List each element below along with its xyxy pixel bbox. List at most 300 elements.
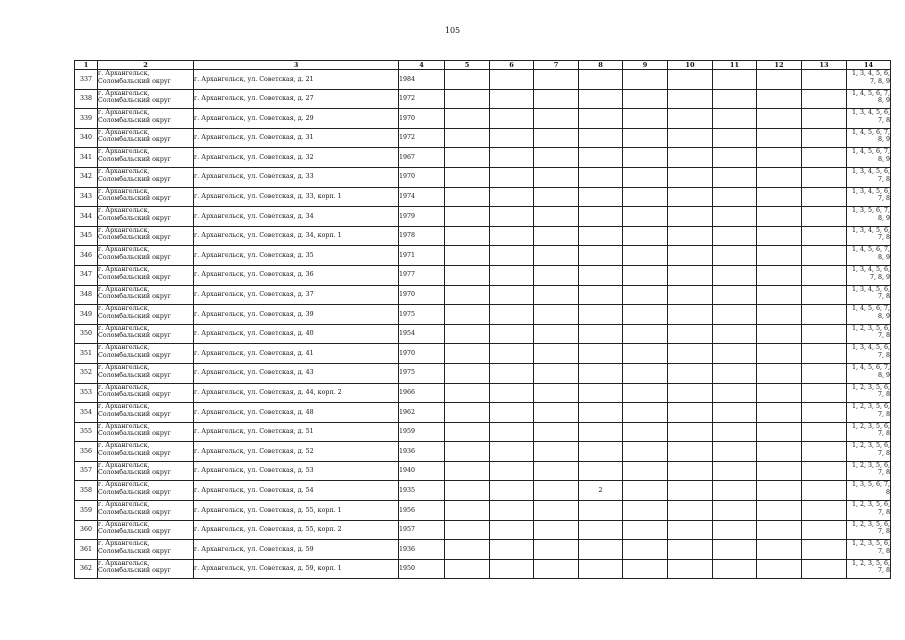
column-11-cell <box>713 324 757 344</box>
column-5-cell <box>445 363 490 383</box>
build-year-cell: 1977 <box>399 265 445 285</box>
column-7-cell <box>534 246 579 266</box>
column-6-cell <box>490 207 534 227</box>
area-city: г. Архангельск, <box>98 246 150 254</box>
area-district: Соломбальский округ <box>98 567 171 575</box>
area-district: Соломбальский округ <box>98 293 171 301</box>
area-district: Соломбальский округ <box>98 253 171 261</box>
column-9-cell <box>623 167 668 187</box>
column-9-cell <box>623 265 668 285</box>
area-district: Соломбальский округ <box>98 391 171 399</box>
column-13-cell <box>802 70 847 90</box>
row-number-cell: 362 <box>75 559 98 579</box>
table-row <box>75 89 891 109</box>
table-header <box>75 61 891 70</box>
column-13-cell <box>802 520 847 540</box>
municipal-area-cell <box>98 70 194 90</box>
municipal-area-cell <box>98 207 194 227</box>
municipal-area-cell <box>98 324 194 344</box>
column-8-cell <box>579 246 623 266</box>
work-types-line-2: 8, 9 <box>877 371 890 379</box>
column-11-cell <box>713 128 757 148</box>
column-11-cell <box>713 187 757 207</box>
area-district: Соломбальский округ <box>98 77 171 85</box>
build-year-cell: 1967 <box>399 148 445 168</box>
column-8-cell <box>579 559 623 579</box>
column-6-cell <box>490 481 534 501</box>
build-year-cell: 1962 <box>399 403 445 423</box>
column-12-cell <box>757 305 802 325</box>
work-types-line-2: 7, 8 <box>877 449 890 457</box>
work-types-cell <box>847 422 891 442</box>
work-types-line-2: 7, 8, 9 <box>869 77 890 85</box>
municipal-area-cell <box>98 363 194 383</box>
row-number-cell: 344 <box>75 207 98 227</box>
work-types-cell <box>847 461 891 481</box>
municipal-area-cell <box>98 481 194 501</box>
table-row <box>75 344 891 364</box>
table-row <box>75 207 891 227</box>
work-types-line-2: 7, 8 <box>877 430 890 438</box>
column-5-cell <box>445 109 490 129</box>
column-7-cell <box>534 324 579 344</box>
address-cell: г. Архангельск, ул. Советская, д. 41 <box>194 344 399 364</box>
work-types-line-1: 1, 2, 3, 5, 6, <box>851 461 890 469</box>
work-types-cell <box>847 344 891 364</box>
column-13-cell <box>802 109 847 129</box>
row-number-cell: 352 <box>75 363 98 383</box>
column-7-cell <box>534 207 579 227</box>
column-11-cell <box>713 246 757 266</box>
column-13-cell <box>802 265 847 285</box>
column-6-cell <box>490 540 534 560</box>
column-11-cell <box>713 501 757 521</box>
area-city: г. Архангельск, <box>98 148 150 156</box>
work-types-line-2: 7, 8 <box>877 567 890 575</box>
area-district: Соломбальский округ <box>98 273 171 281</box>
work-types-line-2: 8, 9 <box>877 214 890 222</box>
column-8-cell <box>579 403 623 423</box>
column-7-cell <box>534 461 579 481</box>
work-types-cell <box>847 501 891 521</box>
area-city: г. Архангельск, <box>98 128 150 136</box>
address-cell: г. Архангельск, ул. Советская, д. 27 <box>194 89 399 109</box>
column-11-cell <box>713 461 757 481</box>
row-number-cell: 347 <box>75 265 98 285</box>
municipal-area-cell <box>98 442 194 462</box>
column-9-cell <box>623 501 668 521</box>
area-city: г. Архангельск, <box>98 344 150 352</box>
column-10-cell <box>668 403 713 423</box>
area-district: Соломбальский округ <box>98 410 171 418</box>
area-city: г. Архангельск, <box>98 520 150 528</box>
area-district: Соломбальский округ <box>98 371 171 379</box>
column-12-cell <box>757 520 802 540</box>
build-year-cell: 1954 <box>399 324 445 344</box>
column-header: 9 <box>623 61 668 70</box>
column-5-cell <box>445 383 490 403</box>
table-row <box>75 403 891 423</box>
column-6-cell <box>490 324 534 344</box>
work-types-line-2: 8, 9 <box>877 312 890 320</box>
column-header: 11 <box>713 61 757 70</box>
column-7-cell <box>534 148 579 168</box>
work-types-line-1: 1, 3, 5, 6, 7, <box>851 481 890 489</box>
column-8-cell <box>579 89 623 109</box>
area-city: г. Архангельск, <box>98 324 150 332</box>
table-row <box>75 187 891 207</box>
column-5-cell <box>445 285 490 305</box>
table-row <box>75 265 891 285</box>
work-types-cell <box>847 442 891 462</box>
work-types-line-1: 1, 3, 4, 5, 6, <box>851 344 890 352</box>
work-types-cell <box>847 167 891 187</box>
column-8-cell <box>579 442 623 462</box>
column-13-cell <box>802 422 847 442</box>
column-9-cell <box>623 128 668 148</box>
area-district: Соломбальский округ <box>98 351 171 359</box>
column-7-cell <box>534 344 579 364</box>
column-8-cell <box>579 109 623 129</box>
work-types-cell <box>847 109 891 129</box>
column-10-cell <box>668 461 713 481</box>
column-6-cell <box>490 148 534 168</box>
column-5-cell <box>445 324 490 344</box>
work-types-line-2: 7, 8 <box>877 547 890 555</box>
area-city: г. Архангельск, <box>98 442 150 450</box>
area-district: Соломбальский округ <box>98 508 171 516</box>
work-types-line-2: 7, 8 <box>877 469 890 477</box>
column-12-cell <box>757 128 802 148</box>
column-11-cell <box>713 481 757 501</box>
column-5-cell <box>445 148 490 168</box>
column-12-cell <box>757 403 802 423</box>
table-row <box>75 167 891 187</box>
housing-registry-table <box>74 60 891 579</box>
municipal-area-cell <box>98 383 194 403</box>
area-city: г. Архангельск, <box>98 187 150 195</box>
column-10-cell <box>668 128 713 148</box>
municipal-area-cell <box>98 109 194 129</box>
column-11-cell <box>713 520 757 540</box>
work-types-line-1: 1, 2, 3, 5, 6, <box>851 383 890 391</box>
table-row <box>75 285 891 305</box>
column-12-cell <box>757 187 802 207</box>
column-12-cell <box>757 442 802 462</box>
address-cell: г. Архангельск, ул. Советская, д. 34 <box>194 207 399 227</box>
area-district: Соломбальский округ <box>98 234 171 242</box>
area-district: Соломбальский округ <box>98 312 171 320</box>
column-9-cell <box>623 305 668 325</box>
column-12-cell <box>757 540 802 560</box>
area-city: г. Архангельск, <box>98 481 150 489</box>
area-city: г. Архангельск, <box>98 403 150 411</box>
column-10-cell <box>668 442 713 462</box>
column-11-cell <box>713 559 757 579</box>
column-7-cell <box>534 265 579 285</box>
work-types-line-1: 1, 3, 5, 6, 7, <box>851 207 890 215</box>
build-year-cell: 1966 <box>399 383 445 403</box>
column-5-cell <box>445 442 490 462</box>
row-number-cell: 361 <box>75 540 98 560</box>
work-types-cell <box>847 363 891 383</box>
column-13-cell <box>802 501 847 521</box>
table-row <box>75 540 891 560</box>
column-11-cell <box>713 540 757 560</box>
build-year-cell: 1936 <box>399 442 445 462</box>
column-6-cell <box>490 285 534 305</box>
table-row <box>75 109 891 129</box>
area-district: Соломбальский округ <box>98 547 171 555</box>
row-number-cell: 349 <box>75 305 98 325</box>
work-types-line-2: 8, 9 <box>877 136 890 144</box>
address-cell: г. Архангельск, ул. Советская, д. 39 <box>194 305 399 325</box>
column-8-cell <box>579 187 623 207</box>
column-7-cell <box>534 403 579 423</box>
row-number-cell: 359 <box>75 501 98 521</box>
work-types-line-1: 1, 3, 4, 5, 6, <box>851 167 890 175</box>
row-number-cell: 340 <box>75 128 98 148</box>
address-cell: г. Архангельск, ул. Советская, д. 43 <box>194 363 399 383</box>
column-8-cell <box>579 148 623 168</box>
area-district: Соломбальский округ <box>98 116 171 124</box>
work-types-cell <box>847 148 891 168</box>
column-10-cell <box>668 540 713 560</box>
municipal-area-cell <box>98 403 194 423</box>
column-7-cell <box>534 363 579 383</box>
work-types-line-1: 1, 3, 4, 5, 6, <box>851 70 890 77</box>
column-6-cell <box>490 187 534 207</box>
work-types-line-1: 1, 4, 5, 6, 7, <box>851 128 890 136</box>
row-number-cell: 337 <box>75 70 98 90</box>
column-9-cell <box>623 383 668 403</box>
column-13-cell <box>802 344 847 364</box>
work-types-line-2: 7, 8 <box>877 332 890 340</box>
column-7-cell <box>534 383 579 403</box>
row-number-cell: 345 <box>75 226 98 246</box>
work-types-line-2: 7, 8 <box>877 528 890 536</box>
column-5-cell <box>445 70 490 90</box>
work-types-cell <box>847 559 891 579</box>
column-12-cell <box>757 109 802 129</box>
column-header: 6 <box>490 61 534 70</box>
column-8-cell <box>579 461 623 481</box>
column-12-cell <box>757 226 802 246</box>
municipal-area-cell <box>98 167 194 187</box>
column-9-cell <box>623 246 668 266</box>
area-city: г. Архангельск, <box>98 89 150 97</box>
address-cell: г. Архангельск, ул. Советская, д. 32 <box>194 148 399 168</box>
column-11-cell <box>713 285 757 305</box>
column-13-cell <box>802 461 847 481</box>
column-11-cell <box>713 344 757 364</box>
work-types-line-1: 1, 2, 3, 5, 6, <box>851 442 890 450</box>
column-6-cell <box>490 501 534 521</box>
row-number-cell: 338 <box>75 89 98 109</box>
address-cell: г. Архангельск, ул. Советская, д. 52 <box>194 442 399 462</box>
column-5-cell <box>445 128 490 148</box>
column-9-cell <box>623 344 668 364</box>
municipal-area-cell <box>98 422 194 442</box>
column-12-cell <box>757 70 802 90</box>
column-6-cell <box>490 403 534 423</box>
column-10-cell <box>668 422 713 442</box>
column-8-cell <box>579 285 623 305</box>
column-13-cell <box>802 246 847 266</box>
work-types-cell <box>847 89 891 109</box>
area-district: Соломбальский округ <box>98 136 171 144</box>
area-city: г. Архангельск, <box>98 383 150 391</box>
column-13-cell <box>802 148 847 168</box>
row-number-cell: 348 <box>75 285 98 305</box>
column-5-cell <box>445 207 490 227</box>
column-5-cell <box>445 89 490 109</box>
column-10-cell <box>668 187 713 207</box>
column-5-cell <box>445 559 490 579</box>
column-13-cell <box>802 324 847 344</box>
column-7-cell <box>534 540 579 560</box>
work-types-line-1: 1, 3, 4, 5, 6, <box>851 226 890 234</box>
column-9-cell <box>623 148 668 168</box>
area-city: г. Архангельск, <box>98 540 150 548</box>
address-cell: г. Архангельск, ул. Советская, д. 55, корп. 2 <box>194 520 399 540</box>
column-10-cell <box>668 324 713 344</box>
build-year-cell: 1984 <box>399 70 445 90</box>
column-header: 13 <box>802 61 847 70</box>
area-district: Соломбальский округ <box>98 449 171 457</box>
work-types-cell <box>847 383 891 403</box>
column-10-cell <box>668 305 713 325</box>
column-7-cell <box>534 501 579 521</box>
column-9-cell <box>623 442 668 462</box>
column-header: 3 <box>194 61 399 70</box>
build-year-cell: 1957 <box>399 520 445 540</box>
build-year-cell: 1974 <box>399 187 445 207</box>
work-types-line-2: 8, 9 <box>877 253 890 261</box>
table-row <box>75 363 891 383</box>
row-number-cell: 353 <box>75 383 98 403</box>
address-cell: г. Архангельск, ул. Советская, д. 51 <box>194 422 399 442</box>
work-types-line-1: 1, 4, 5, 6, 7, <box>851 363 890 371</box>
area-city: г. Архангельск, <box>98 265 150 273</box>
municipal-area-cell <box>98 344 194 364</box>
column-7-cell <box>534 305 579 325</box>
column-11-cell <box>713 207 757 227</box>
address-cell: г. Архангельск, ул. Советская, д. 21 <box>194 70 399 90</box>
work-types-line-1: 1, 2, 3, 5, 6, <box>851 559 890 567</box>
column-6-cell <box>490 363 534 383</box>
column-11-cell <box>713 383 757 403</box>
column-8-cell <box>579 265 623 285</box>
column-5-cell <box>445 226 490 246</box>
work-types-cell <box>847 285 891 305</box>
column-12-cell <box>757 422 802 442</box>
column-9-cell <box>623 89 668 109</box>
work-types-line-1: 1, 2, 3, 5, 6, <box>851 520 890 528</box>
area-district: Соломбальский округ <box>98 489 171 497</box>
work-types-line-2: 8 <box>885 489 890 497</box>
column-10-cell <box>668 559 713 579</box>
build-year-cell: 1950 <box>399 559 445 579</box>
column-13-cell <box>802 363 847 383</box>
column-11-cell <box>713 70 757 90</box>
work-types-line-2: 7, 8 <box>877 508 890 516</box>
column-13-cell <box>802 167 847 187</box>
area-city: г. Архангельск, <box>98 109 150 117</box>
column-header: 4 <box>399 61 445 70</box>
column-9-cell <box>623 540 668 560</box>
column-13-cell <box>802 540 847 560</box>
column-5-cell <box>445 403 490 423</box>
column-5-cell <box>445 461 490 481</box>
address-cell: г. Архангельск, ул. Советская, д. 36 <box>194 265 399 285</box>
column-12-cell <box>757 501 802 521</box>
work-types-cell <box>847 187 891 207</box>
column-10-cell <box>668 265 713 285</box>
column-8-cell <box>579 167 623 187</box>
column-9-cell <box>623 520 668 540</box>
area-city: г. Архангельск, <box>98 167 150 175</box>
row-number-cell: 346 <box>75 246 98 266</box>
row-number-cell: 360 <box>75 520 98 540</box>
column-13-cell <box>802 187 847 207</box>
column-6-cell <box>490 305 534 325</box>
column-13-cell <box>802 89 847 109</box>
municipal-area-cell <box>98 540 194 560</box>
municipal-area-cell <box>98 265 194 285</box>
column-5-cell <box>445 265 490 285</box>
municipal-area-cell <box>98 89 194 109</box>
column-5-cell <box>445 344 490 364</box>
municipal-area-cell <box>98 305 194 325</box>
column-10-cell <box>668 226 713 246</box>
column-header: 7 <box>534 61 579 70</box>
row-number-cell: 339 <box>75 109 98 129</box>
area-district: Соломбальский округ <box>98 332 171 340</box>
column-6-cell <box>490 128 534 148</box>
table-row <box>75 226 891 246</box>
build-year-cell: 1971 <box>399 246 445 266</box>
work-types-line-2: 7, 8 <box>877 195 890 203</box>
column-9-cell <box>623 285 668 305</box>
column-7-cell <box>534 226 579 246</box>
municipal-area-cell <box>98 285 194 305</box>
column-12-cell <box>757 383 802 403</box>
address-cell: г. Архангельск, ул. Советская, д. 59, корп. 1 <box>194 559 399 579</box>
column-12-cell <box>757 344 802 364</box>
column-5-cell <box>445 520 490 540</box>
work-types-line-2: 8, 9 <box>877 155 890 163</box>
column-6-cell <box>490 226 534 246</box>
column-5-cell <box>445 246 490 266</box>
build-year-cell: 1936 <box>399 540 445 560</box>
row-number-cell: 341 <box>75 148 98 168</box>
municipal-area-cell <box>98 128 194 148</box>
area-city: г. Архангельск, <box>98 422 150 430</box>
build-year-cell: 1940 <box>399 461 445 481</box>
column-7-cell <box>534 520 579 540</box>
address-cell: г. Архангельск, ул. Советская, д. 37 <box>194 285 399 305</box>
table-row <box>75 70 891 90</box>
address-cell: г. Архангельск, ул. Советская, д. 53 <box>194 461 399 481</box>
column-12-cell <box>757 363 802 383</box>
column-8-cell <box>579 128 623 148</box>
work-types-line-1: 1, 2, 3, 5, 6, <box>851 324 890 332</box>
column-10-cell <box>668 285 713 305</box>
column-10-cell <box>668 167 713 187</box>
area-city: г. Архангельск, <box>98 226 150 234</box>
table-row <box>75 128 891 148</box>
